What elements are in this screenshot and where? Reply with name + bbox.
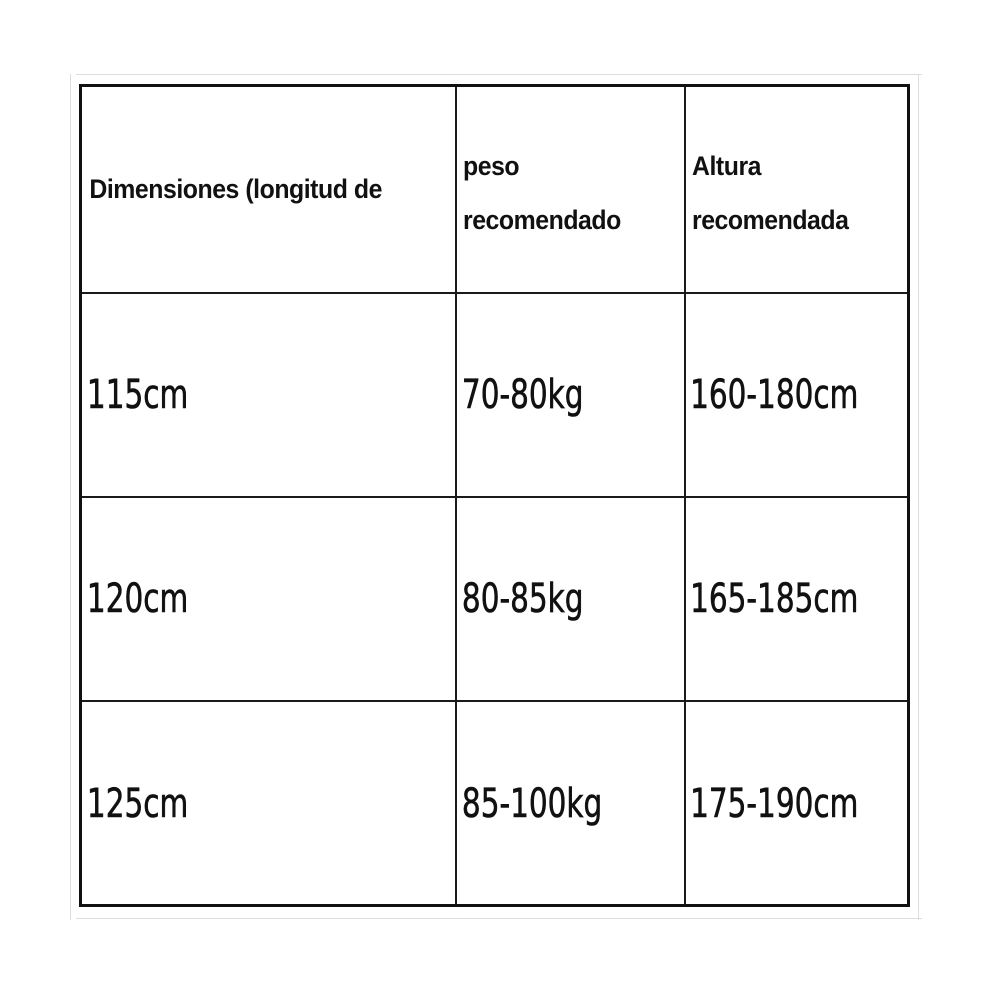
weight-value: 85-100kg (461, 780, 603, 827)
cell-length (82, 497, 456, 701)
header-cell-weight (456, 87, 685, 293)
height-value: 165-185cm (690, 576, 859, 622)
weight-value: 70-80kg (461, 372, 584, 418)
header-height-line1: Altura (692, 151, 762, 181)
gridline-right (918, 74, 919, 920)
cell-length (82, 293, 456, 497)
table-row (82, 293, 907, 497)
header-cell-height (685, 87, 907, 293)
gridline-left (70, 74, 71, 920)
header-weight-line2: recomendado (463, 205, 621, 235)
header-weight-line1: peso (463, 151, 520, 181)
cell-weight (456, 701, 685, 905)
cell-height (685, 497, 907, 701)
table-row (82, 701, 907, 905)
gridline-top (76, 74, 922, 75)
length-value: 115cm (86, 372, 189, 418)
cell-length (82, 701, 456, 905)
gridline-bottom (76, 918, 922, 919)
height-value: 175-190cm (690, 780, 859, 827)
header-cell-dimensions (82, 87, 456, 293)
table-header-row (82, 87, 907, 293)
cell-weight (456, 497, 685, 701)
cell-height (685, 701, 907, 905)
size-table (79, 84, 910, 907)
height-value: 160-180cm (690, 372, 859, 418)
header-height-line2: recomendada (692, 205, 849, 235)
cell-height (685, 293, 907, 497)
cell-weight (456, 293, 685, 497)
weight-value: 80-85kg (461, 576, 584, 622)
length-value: 125cm (86, 780, 189, 827)
length-value: 120cm (86, 576, 189, 622)
size-chart-table (82, 87, 907, 905)
header-dimensions-label: Dimensiones (longitud de (89, 174, 382, 204)
table-row (82, 497, 907, 701)
